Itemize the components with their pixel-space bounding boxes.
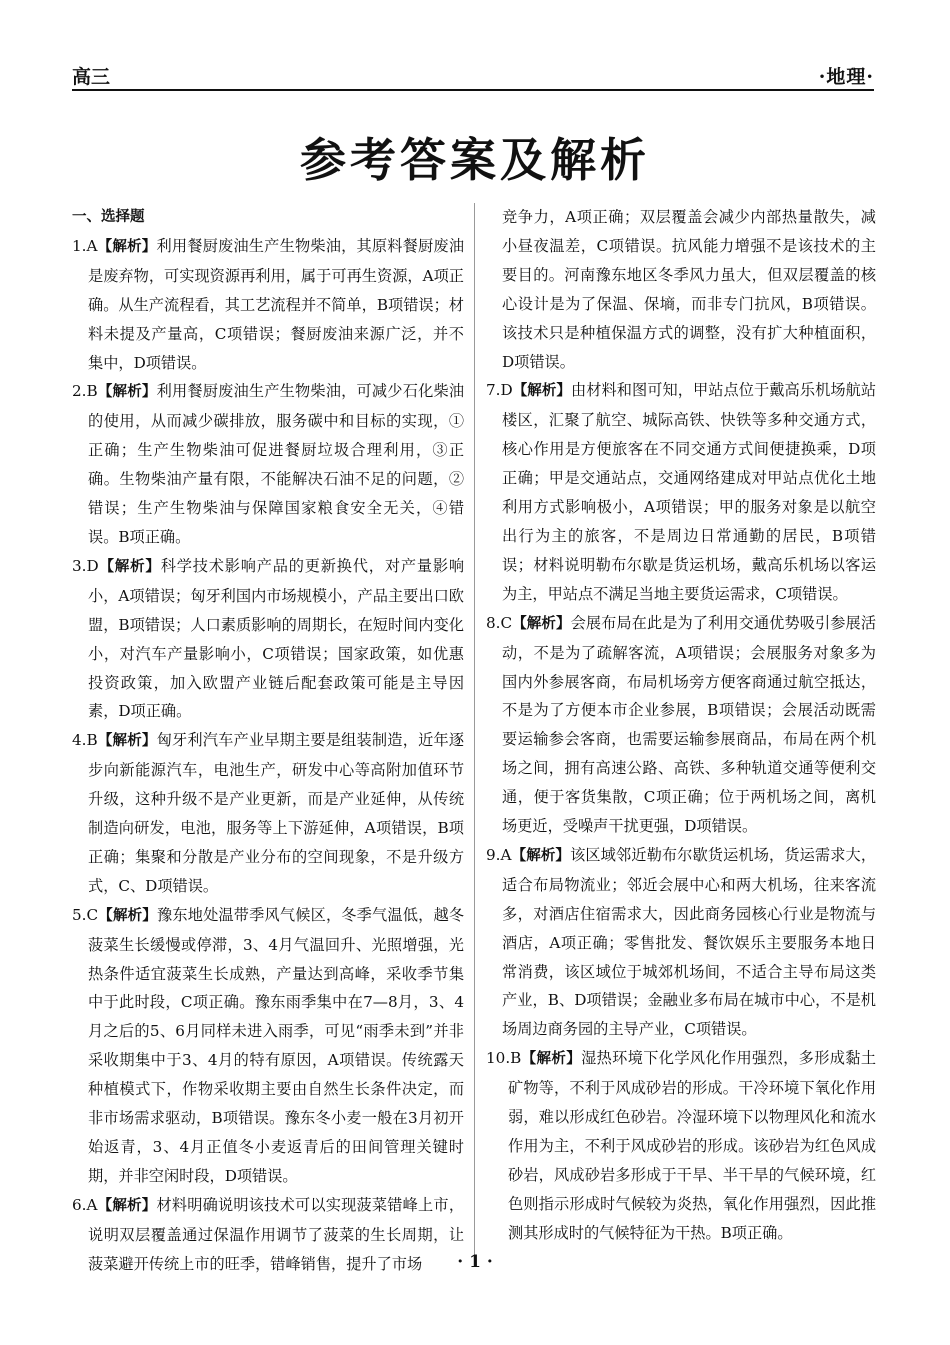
answer-number: 3.D	[72, 556, 99, 575]
analysis-tag: 【解析】	[97, 384, 157, 401]
answer-item-4	[72, 726, 464, 900]
page-header	[72, 62, 874, 88]
analysis-tag: 【解析】	[511, 847, 571, 864]
header-rule	[72, 89, 874, 91]
answer-item-10	[486, 1044, 876, 1247]
answer-text: 材料明确说明该技术可以实现菠菜错峰上市，说明双层覆盖通过保温作用调节了菠菜的生长周期，让菠菜避开传统上市的旺季，错峰销售，提升了市场	[88, 1195, 465, 1273]
answer-number: 9.A	[486, 845, 512, 864]
analysis-tag: 【解析】	[98, 907, 157, 924]
answer-number: 2.B	[72, 382, 98, 401]
answer-text: 由材料和图可知，甲站点位于戴高乐机场航站楼区，汇聚了航空、城际高铁、快铁等多种交通方式，核心作用是方便旅客在不同交通方式间便捷换乘，D项正确；甲是交通站点，交通网络建成对甲站点优化土地利用方式影响极小，A项错误；甲的服务对象是以航空出行为主的旅客，不是周边日常通勤的居民，B项错误；材料说明勒布尔歇是货运机场，戴高乐机场以客运为主，甲站点不满足当地主要货运需求，C项错误。	[502, 381, 877, 603]
analysis-tag: 【解析】	[97, 733, 157, 750]
analysis-tag: 【解析】	[97, 1197, 157, 1214]
right-column	[486, 203, 876, 1248]
answer-item-8	[486, 609, 876, 841]
answer-number: 4.B	[72, 731, 98, 750]
answer-number: 10.B	[486, 1049, 522, 1068]
analysis-tag: 【解析】	[98, 558, 161, 575]
column-divider	[474, 203, 475, 1255]
answer-number: 1.A	[72, 236, 98, 255]
answer-item-1	[72, 232, 464, 378]
answer-number: 8.C	[486, 613, 513, 632]
subject-label: ·地理·	[818, 66, 874, 88]
answer-text: 湿热环境下化学风化作用强烈，多形成黏土矿物等，不利于风成砂岩的形成。干冷环境下氧化作用弱，难以形成红色砂岩。冷湿环境下以物理风化和流水作用为主，不利于风成砂岩的形成。该砂岩为红色风成砂岩，风成砂岩多形成于干旱、半干旱的气候环境，红色则指示形成时气候较为炎热，氧化作用强烈，因此推测其形成时的气候特征为干热。B项正确。	[508, 1049, 877, 1242]
answer-item-5	[72, 901, 464, 1191]
answer-text: 豫东地处温带季风气候区，冬季气温低，越冬菠菜生长缓慢或停滞，3、4月气温回升、光照增强，光热条件适宜菠菜生长成熟，产量达到高峰，采收季节集中于此时段，C项正确。豫东雨季集中在7—8月，3、4月之后的5、6月同样未进入雨季，可见“雨季未到”并非采收期集中于3、4月的特有原因，A项错误。传统露天种植模式下，作物采收期主要由自然生长条件决定，而非市场需求驱动，B项错误。豫东冬小麦一般在3月初开始返青，3、4月正值冬小麦返青后的田间管理关键时期，并非空闲时段，D项错误。	[88, 905, 464, 1185]
analysis-tag: 【解析】	[521, 1051, 582, 1068]
left-column	[72, 203, 464, 1279]
answer-text: 利用餐厨废油生产生物柴油，其原料餐厨废油是废弃物，可实现资源再利用，属于可再生资源，A项正确。从生产流程看，其工艺流程并不简单，B项错误；材料未提及产量高，C项错误；餐厨废油来源广泛，并不集中，D项错误。	[88, 236, 465, 372]
answer-item-3	[72, 552, 464, 726]
answer-item-7	[486, 376, 876, 608]
analysis-tag: 【解析】	[97, 238, 157, 255]
answer-text: 科学技术影响产品的更新换代，对产量影响小，A项错误；匈牙利国内市场规模小，产品主要出口欧盟，B项错误；人口素质影响的周期长，在短时间内变化小，对汽车产量影响小，C项错误；国家政策，如优惠投资政策，加入欧盟产业链后配套政策可能是主导因素，D项正确。	[88, 556, 465, 721]
grade-label: 高三	[72, 66, 111, 88]
answer-number: 6.A	[72, 1195, 98, 1214]
page-title: 参考答案及解析	[300, 133, 650, 187]
answer-item-2	[72, 377, 464, 551]
answer-6-continuation: 竞争力，A项正确；双层覆盖会减少内部热量散失，减小昼夜温差，C项错误。抗风能力增强不是该技术的主要目的。河南豫东地区冬季风力虽大，但双层覆盖的核心设计是为了保温、保墒，而非专门抗风，B项错误。该技术只是种植保温方式的调整，没有扩大种植面积，D项错误。	[502, 208, 876, 371]
answer-text: 匈牙利汽车产业早期主要是组装制造，近年逐步向新能源汽车，电池生产，研发中心等高附加值环节升级，这种升级不是产业更新，而是产业延伸，从传统制造向研发，电池，服务等上下游延伸，A项错误，B项正确；集聚和分散是产业分布的空间现象，不是升级方式，C、D项错误。	[88, 731, 465, 895]
page-number: · 1 ·	[457, 1252, 493, 1272]
answer-item-9	[486, 841, 876, 1044]
answer-text: 会展布局在此是为了利用交通优势吸引参展活动，不是为了疏解客流，A项错误；会展服务对象多为国内外参展客商，布局机场旁方便客商通过航空抵达，不是为了方便本市企业参展，B项错误；会展活动既需要运输参会客商，也需要运输参展商品，布局在两个机场之间，拥有高速公路、高铁、多种轨道交通等便利交通，便于客货集散，C项正确；位于两机场之间，离机场更近，受噪声干扰更强，D项错误。	[502, 613, 877, 836]
answer-number: 7.D	[486, 381, 513, 400]
answer-text: 该区域邻近勒布尔歇货运机场，货运需求大，适合布局物流业；邻近会展中心和两大机场，往来客流多，对酒店住宿需求大，因此商务园核心行业是物流与酒店，A项正确；零售批发、餐饮娱乐主要服务本地日常消费，该区域位于城郊机场间，不适合主导布局这类产业，B、D项错误；金融业多布局在城市中心，不是机场周边商务园的主导产业，C项错误。	[502, 845, 877, 1039]
answer-number: 5.C	[72, 905, 99, 924]
answer-text: 利用餐厨废油生产生物柴油，可减少石化柴油的使用，从而减少碳排放，服务碳中和目标的实现，①正确；生产生物柴油可促进餐厨垃圾合理利用，③正确。生物柴油产量有限，不能解决石油不足的问题，②错误；生产生物柴油与保障国家粮食安全无关，④错误。B项正确。	[88, 382, 465, 546]
analysis-tag: 【解析】	[512, 383, 572, 400]
analysis-tag: 【解析】	[512, 615, 571, 632]
section-heading: 一、选择题	[72, 209, 145, 225]
